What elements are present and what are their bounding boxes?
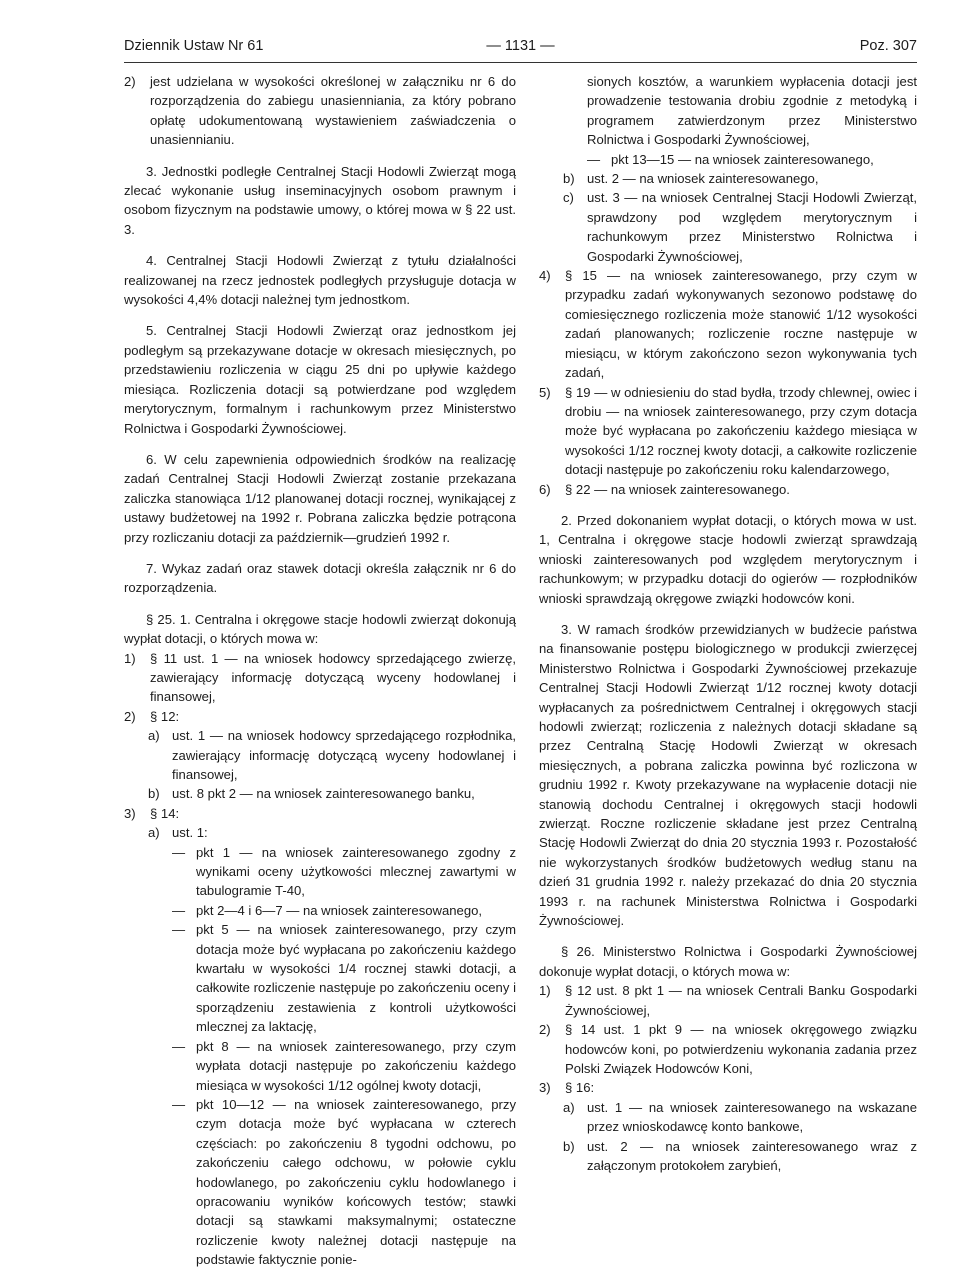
item-label: b) — [563, 171, 575, 187]
item-label: 1) — [539, 983, 551, 999]
position-number: Poz. 307 — [859, 38, 917, 54]
paragraph: 3. W ramach środków przewidzianych w budżecie państwa na finansowanie postępu biologicznego w produkcji zwierzęcej Ministerstwo Rolnictwa i Gospodarki Żywnościowej przekazuje Centralnej Stacji Hodowli Zwierząt 1/12 rocznej kwoty dotacji wypłacanych za pośrednictwem Centralnej i okręgowych stacji hodowli zwierząt; rozliczenia z należnych dotacji składane są przez Centralną Stację Hodowli Zwierząt w okresach miesięcznych, a pobrana zaliczka powinna być rozliczona w grudniu 1992 r. Kwoty przekazywane na wypłacenie dotacji nie stanowią dochodu Centralnej i okręgowych stacji hodowli zwierząt. Roczne rozliczenie składane jest przez Centralną Stację Hodowli Zwierząt do dnia 20 stycznia 1993 r. Pozostałość nie wykorzystanych środków budżetowych według stanu na dzień 31 grudnia 1992 r. należy przekazać do dnia 20 stycznia 1993 r. na rachunek Ministerstwa Rolnictwa i Gospodarki Żywnościowej. — [539, 621, 917, 929]
dash-label: — — [172, 922, 186, 938]
dash-item — [124, 901, 516, 920]
sub-item — [124, 784, 516, 803]
item-label: 4) — [539, 268, 551, 284]
dash-item — [539, 150, 917, 169]
dash-label: — — [587, 151, 601, 167]
item-text: § 11 ust. 1 — na wniosek hodowcy sprzedającego zwierzę, zawierający informację dotyczącą wyceny hodowlanej i finansowej, — [150, 650, 516, 705]
sub-item — [539, 188, 917, 266]
paragraph: 3. Jednostki podległe Centralnej Stacji Hodowli Zwierząt mogą zlecać wykonanie usług inseminacyjnych osobom prawnym i osobom fizycznym na podstawie umowy, o której mowa w § 22 ust. 3. — [124, 163, 516, 237]
list-item — [124, 72, 516, 150]
dash-item — [124, 843, 516, 901]
item-text: § 22 — na wniosek zainteresowanego. — [565, 481, 790, 497]
paragraph: 5. Centralnej Stacji Hodowli Zwierząt oraz jednostkom jej podległym są przekazywane dotacje w okresach miesięcznych, po przedstawieniu rozliczenia w ciągu 25 dni po upływie każdego miesiąca. Rozliczenia dotacji są potwierdzane pod względem merytorycznym, formalnym i rachunkowym przez Ministerstwo Rolnictwa i Gospodarki Żywnościowej. — [124, 323, 516, 436]
item-text: § 19 — w odniesieniu do stad bydła, trzody chlewnej, owiec i drobiu — na wniosek zainteresowanego, przy czym dotacja może być wypłacana po zakończeniu każdego miesiąca w wysokości 1/12 rocznej kwoty dotacji, a całkowite rozliczenie dotacji następuje po zakończeniu roku kalendarzowego, — [565, 384, 917, 478]
list-item — [539, 981, 917, 1020]
continued-text: sionych kosztów, a warunkiem wypłacenia dotacji jest prowadzenie testowania drobiu zgodnie z metodyką i programem zatwierdzonym przez Ministerstwo Rolnictwa i Gospodarki Żywnościowej, — [587, 74, 917, 148]
item-label: 2) — [539, 1022, 551, 1038]
item-text: § 14: — [150, 805, 180, 821]
journal-title: Dziennik Ustaw Nr 61 — [124, 38, 264, 54]
paragraph: 4. Centralnej Stacji Hodowli Zwierząt z tytułu działalności realizowanej na rzecz jednostek podległych przysługuje dotacja w wysokości 4,4% dotacji należnej tym jednostkom. — [124, 253, 516, 308]
item-text: pkt 8 — na wniosek zainteresowanego, przy czym wypłata dotacji następuje po zakończeniu każdego miesiąca w wysokości 1/12 ogólnej kwoty dotacji, — [196, 1038, 516, 1093]
paragraph: 6. W celu zapewnienia odpowiednich środków na realizację zadań Centralnej Stacji Hodowli Zwierząt zostanie przekazana zaliczka stanowiąca 1/12 planowanej dotacji rocznej, wynikającej z ustawy budżetowej na 1992 r. Pobrana zaliczka będzie potrącona przy rozliczaniu dotacji za październik—grudzień 1992 r. — [124, 451, 516, 545]
item-text: ust. 2 — na wniosek zainteresowanego wraz z załączonym protokołem zarybień, — [587, 1138, 917, 1173]
item-label: a) — [148, 825, 160, 841]
item-label: b) — [563, 1138, 575, 1154]
section-25: § 25. 1. Centralna i okręgowe stacje hodowli zwierząt dokonują wypłat dotacji, o których mowa w: — [124, 611, 516, 647]
dash-label: — — [172, 1096, 186, 1112]
section-26: § 26. Ministerstwo Rolnictwa i Gospodarki Żywnościowej dokonuje wypłat dotacji, o których mowa w: — [539, 944, 917, 979]
list-item — [124, 804, 516, 823]
item-text: pkt 10—12 — na wniosek zainteresowanego, przy czym dotacja może być wypłacana w czterech częściach: po zakończeniu 8 tygodni odchowu, po zakończeniu całego odchowu, w połowie cyklu hodowlanego, po zakończeniu cyklu hodowlanego i opracowaniu wyników końcowych testów; stawki dotacji są stawkami maksymalnymi; ostateczne rozliczenie kwoty należnej dotacji następuje na podstawie faktycznie ponie- — [196, 1096, 516, 1268]
item-text: pkt 13—15 — na wniosek zainteresowanego, — [611, 151, 874, 167]
sub-item — [539, 1137, 917, 1176]
list-item — [539, 480, 917, 499]
dash-label: — — [172, 844, 186, 860]
item-text: jest udzielana w wysokości określonej w załączniku nr 6 do rozporządzenia do zabiegu unasienniania, za który pobrano opłatę udokumentowaną wystawieniem zaświadczenia o unasiennianiu. — [150, 74, 516, 148]
paragraph: 2. Przed dokonaniem wypłat dotacji, o których mowa w ust. 1, Centralna i okręgowe stacje hodowli zwierząt sprawdzają wnioski zainteresowanych pod względem merytorycznym i rachunkowym; w przypadku dotacji do ogierów — rozpłodników wnioski sprawdzają okręgowe związki hodowców koni. — [539, 512, 917, 606]
item-label: 1) — [124, 650, 136, 666]
list-item — [539, 1078, 917, 1097]
item-label: a) — [563, 1099, 575, 1115]
dash-item — [124, 1095, 516, 1270]
item-text: ust. 2 — na wniosek zainteresowanego, — [587, 171, 819, 187]
list-item — [124, 649, 516, 707]
sub-item — [539, 1098, 917, 1137]
item-text: § 12 ust. 8 pkt 1 — na wniosek Centrali Banku Gospodarki Żywnościowej, — [565, 983, 917, 1018]
item-label: 3) — [539, 1080, 551, 1096]
sub-item — [124, 726, 516, 784]
list-item — [539, 383, 917, 480]
item-text: § 12: — [150, 708, 180, 724]
item-label: 3) — [124, 805, 136, 821]
item-label: b) — [148, 786, 160, 802]
item-label: 6) — [539, 481, 551, 497]
right-column — [539, 72, 917, 1175]
item-label: 2) — [124, 74, 136, 89]
sub-item — [539, 169, 917, 188]
dash-label: — — [172, 902, 186, 918]
item-label: c) — [563, 190, 574, 206]
page-header — [124, 38, 917, 63]
list-item — [539, 266, 917, 382]
item-text: § 15 — na wniosek zainteresowanego, przy czym w przypadku zadań wykonywanych sezonowo podstawę do comiesięcznego rozliczenia może stanowić 1/12 wysokości zadań planowanych; rozliczenie roczne następuje w miesiącu, w którym zakończono sezon wykonywania tych zadań, — [565, 268, 917, 381]
dash-label: — — [172, 1038, 186, 1054]
page-number: — 1131 — — [486, 38, 555, 54]
item-text: ust. 8 pkt 2 — na wniosek zainteresowanego banku, — [172, 786, 475, 802]
item-text: § 14 ust. 1 pkt 9 — na wniosek okręgowego związku hodowców koni, po potwierdzeniu wykonania zadania przez Polski Związek Hodowców Koni, — [565, 1022, 917, 1076]
item-label: 2) — [124, 708, 136, 724]
item-text: ust. 1 — na wniosek zainteresowanego na wskazane przez wnioskodawcę konto bankowe, — [587, 1099, 917, 1135]
list-item — [539, 1020, 917, 1078]
item-text: pkt 2—4 i 6—7 — na wniosek zainteresowanego, — [196, 902, 483, 918]
item-text: pkt 5 — na wniosek zainteresowanego, przy czym dotacja może być wypłacana po zakończeniu każdego kwartału w wysokości 1/4 rocznej stawki dotacji, a całkowite rozliczenie następuje po zakończeniu oceny i sporządzeniu zestawienia z kontroli użytkowości mlecznej za laktację, — [196, 922, 516, 1035]
list-item — [124, 707, 516, 726]
dash-item — [124, 1037, 516, 1095]
paragraph: 7. Wykaz zadań oraz stawek dotacji określa załącznik nr 6 do rozporządzenia. — [124, 560, 516, 596]
item-label: a) — [148, 728, 160, 744]
item-text: § 16: — [565, 1080, 595, 1096]
dash-item — [124, 920, 516, 1036]
item-text: pkt 1 — na wniosek zainteresowanego zgodny z wynikami oceny użytkowości mlecznej zawartymi w tabulogramie T-40, — [196, 844, 516, 899]
item-text: ust. 1: — [172, 825, 208, 841]
sub-item — [124, 823, 516, 842]
item-text: ust. 1 — na wniosek hodowcy sprzedającego rozpłodnika, zawierający informację dotyczącą wyceny hodowlanej i finansowej, — [172, 728, 516, 782]
left-column — [124, 72, 516, 1270]
item-label: 5) — [539, 384, 551, 400]
item-text: ust. 3 — na wniosek Centralnej Stacji Hodowli Zwierząt, sprawdzony pod względem merytorycznym i rachunkowym przez Ministerstwo Rolnictwa i Gospodarki Żywnościowej, — [587, 190, 917, 264]
